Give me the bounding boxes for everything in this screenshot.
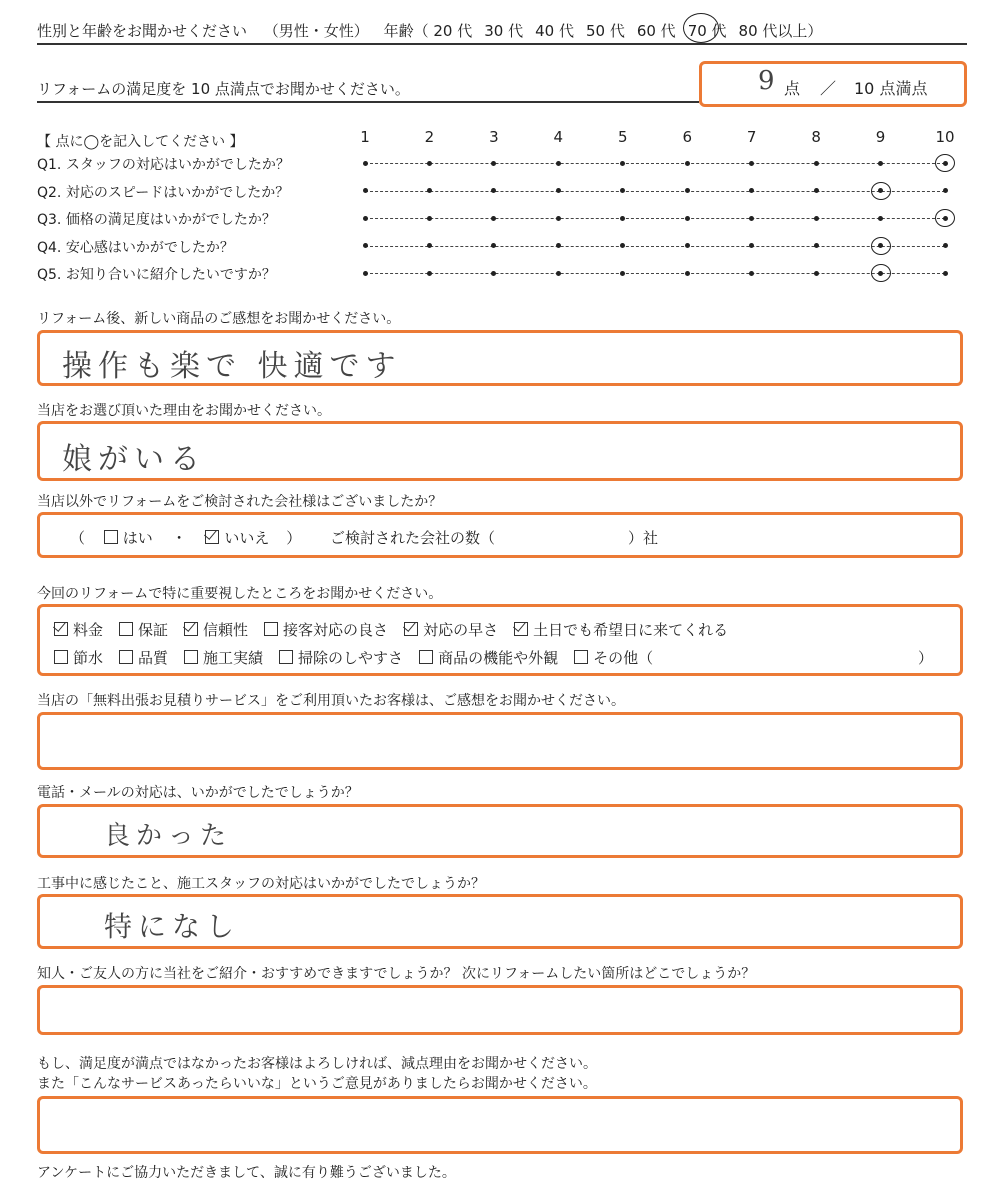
impressions-answer: 操作も楽で 快適です	[62, 349, 402, 384]
rating-option-dot[interactable]	[749, 271, 754, 276]
impressions-field[interactable]	[37, 330, 963, 386]
scale-label: 10	[935, 128, 955, 146]
rating-question: Q3. 価格の満足度はいかがでしたか？	[37, 212, 276, 228]
scale-label: 3	[489, 128, 499, 146]
rating-option-dot[interactable]	[749, 216, 754, 221]
rating-option-dot[interactable]	[685, 188, 690, 193]
priority-checkbox[interactable]	[54, 622, 68, 636]
rating-option-dot[interactable]	[814, 161, 819, 166]
priority-option[interactable]	[574, 649, 653, 667]
priority-checkbox[interactable]	[184, 650, 198, 664]
scale-label: 4	[553, 128, 564, 146]
priorities-close-paren: ）	[918, 649, 934, 667]
priority-checkbox[interactable]	[119, 622, 133, 636]
rating-option-dot[interactable]	[620, 161, 625, 166]
rating-option-dot[interactable]	[620, 243, 625, 248]
rating-option-dot[interactable]	[427, 243, 432, 248]
priority-label: 品質	[138, 649, 169, 667]
rating-option-dot[interactable]	[749, 188, 754, 193]
estimate-field[interactable]	[37, 712, 963, 770]
gender-age-prompt: 性別と年齢をお聞かせください	[37, 22, 248, 40]
rating-option-dot[interactable]	[620, 271, 625, 276]
contact-field[interactable]	[37, 804, 963, 858]
rating-option-dot[interactable]	[685, 271, 690, 276]
scale-label: 8	[811, 128, 821, 146]
satisfaction-prompt: リフォームの満足度を 10 点満点でお聞かせください。	[37, 80, 410, 98]
feedback-field[interactable]	[37, 1096, 963, 1154]
rating-option-dot[interactable]	[363, 216, 368, 221]
priority-checkbox[interactable]	[264, 622, 278, 636]
company-count-suffix: ）社	[628, 529, 659, 547]
construction-prompt: 工事中に感じたこと、施工スタッフの対応はいかがでしたでしょうか？	[37, 876, 485, 892]
estimate-prompt: 当店の「無料出張お見積りサービス」をご利用頂いたお客様は、ご感想をお聞かせください。	[37, 693, 625, 709]
rating-option-dot[interactable]	[620, 188, 625, 193]
others-no-option[interactable]	[205, 529, 269, 547]
rating-option-dot[interactable]	[427, 188, 432, 193]
rating-option-dot[interactable]	[814, 271, 819, 276]
rating-scale-line	[365, 246, 945, 247]
referral-field[interactable]	[37, 985, 963, 1035]
priority-option[interactable]	[419, 649, 558, 667]
rating-option-dot[interactable]	[749, 161, 754, 166]
priority-checkbox[interactable]	[119, 650, 133, 664]
scale-label: 9	[875, 128, 886, 146]
age-option[interactable]: 20 代	[433, 22, 473, 40]
rating-option-dot[interactable]	[814, 216, 819, 221]
rating-option-dot[interactable]	[943, 243, 948, 248]
rating-option-dot[interactable]	[556, 161, 561, 166]
priority-checkbox[interactable]	[419, 650, 433, 664]
priority-label: 施工実績	[203, 649, 264, 667]
rating-option-dot[interactable]	[556, 243, 561, 248]
reason-field[interactable]	[37, 421, 963, 481]
priority-label: 信頼性	[203, 621, 249, 639]
rating-option-dot[interactable]	[491, 243, 496, 248]
others-open-paren: （	[70, 529, 86, 547]
company-count-label: ご検討された会社の数（	[330, 529, 496, 547]
referral-prompt: 知人・ご友人の方に当社をご紹介・おすすめできますでしょうか？ 次にリフォームしたい箇所はどこでしょうか？	[37, 966, 756, 982]
construction-field[interactable]	[37, 894, 963, 949]
rating-option-dot[interactable]	[427, 216, 432, 221]
score-unit: 点	[784, 79, 801, 98]
priority-option[interactable]	[404, 621, 498, 639]
others-options	[70, 527, 301, 548]
scale-label: 6	[682, 128, 692, 146]
priority-checkbox[interactable]	[404, 622, 418, 636]
priorities-prompt: 今回のリフォームで特に重要視したところをお聞かせください。	[37, 586, 443, 602]
rating-option-dot[interactable]	[556, 271, 561, 276]
priority-option[interactable]	[184, 649, 263, 667]
others-prompt: 当店以外でリフォームをご検討された会社様はございましたか？	[37, 494, 443, 510]
priority-label: 土日でも希望日に来てくれる	[533, 621, 729, 639]
age-option[interactable]: 30 代	[484, 22, 524, 40]
rating-option-dot[interactable]	[814, 243, 819, 248]
priority-label: 料金	[73, 621, 104, 639]
rating-option-dot[interactable]	[491, 161, 496, 166]
rating-question: Q4. 安心感はいかがでしたか？	[37, 239, 234, 256]
others-separator: ・	[171, 529, 187, 547]
priority-label: 保証	[138, 621, 169, 639]
priority-label: 掃除のしやすさ	[298, 649, 404, 667]
priority-label: 接客対応の良さ	[283, 621, 389, 639]
priority-option[interactable]	[54, 649, 103, 667]
priority-option[interactable]	[514, 621, 728, 639]
rating-option-dot[interactable]	[363, 188, 368, 193]
construction-answer: 特になし	[104, 910, 241, 943]
rating-selected-circle	[871, 182, 891, 200]
rating-question: Q1. スタッフの対応はいかがでしたか？	[37, 157, 290, 173]
priority-checkbox[interactable]	[184, 622, 198, 636]
others-no-label: いいえ	[224, 529, 270, 547]
rating-instruction: 【 点に◯を記入してください 】	[37, 134, 244, 150]
age-option[interactable]: 50 代	[585, 22, 625, 40]
rating-option-dot[interactable]	[491, 188, 496, 193]
priority-option[interactable]	[54, 621, 103, 639]
age-option[interactable]: 40 代	[535, 22, 574, 40]
rating-option-dot[interactable]	[878, 161, 883, 166]
rating-selected-circle	[871, 237, 891, 255]
rating-option-dot[interactable]	[749, 243, 754, 248]
priority-option[interactable]	[184, 621, 248, 639]
scale-label: 2	[424, 128, 435, 146]
gender-options: （男性・女性）	[263, 22, 369, 40]
reason-prompt: 当店をお選び頂いた理由をお聞かせください。	[37, 403, 331, 419]
rating-selected-circle	[935, 154, 955, 172]
rating-option-dot[interactable]	[878, 216, 883, 221]
rating-option-dot[interactable]	[491, 216, 496, 221]
rating-scale-line	[365, 218, 945, 219]
others-yes-option[interactable]	[104, 529, 153, 547]
others-yes-label: はい	[122, 529, 153, 547]
priorities-row-2	[54, 647, 669, 668]
priority-label: 対応の早さ	[423, 621, 499, 639]
priorities-field	[37, 604, 963, 676]
rating-option-dot[interactable]	[363, 271, 368, 276]
priorities-row-1	[54, 619, 744, 640]
priority-label: 商品の機能や外観	[438, 649, 559, 667]
rating-option-dot[interactable]	[491, 271, 496, 276]
feedback-prompt-line2: また「こんなサービスあったらいいな」というご意見がありましたらお聞かせください。	[37, 1076, 597, 1092]
priority-label: 節水	[73, 649, 104, 667]
scale-label: 7	[746, 128, 757, 146]
score-value: 9	[758, 66, 781, 96]
rating-option-dot[interactable]	[363, 161, 368, 166]
satisfaction-underline	[37, 101, 699, 103]
age-option[interactable]: 70 代	[688, 20, 727, 41]
others-close-paren: ）	[286, 529, 302, 547]
priority-option[interactable]	[279, 649, 403, 667]
selected-age-circle	[683, 13, 719, 43]
rating-option-dot[interactable]	[427, 161, 432, 166]
priority-label: その他（	[593, 649, 654, 667]
rating-question: Q2. 対応のスピードはいかがでしたか？	[37, 184, 290, 201]
priority-checkbox[interactable]	[514, 622, 528, 636]
rating-option-dot[interactable]	[685, 216, 690, 221]
reason-answer: 娘がいる	[62, 442, 206, 477]
others-field	[37, 512, 963, 558]
gender-age-row	[37, 20, 834, 41]
scale-label: 5	[617, 128, 628, 146]
contact-answer: 良かった	[104, 821, 233, 851]
priority-checkbox[interactable]	[54, 650, 68, 664]
rating-option-dot[interactable]	[427, 271, 432, 276]
rating-option-dot[interactable]	[556, 188, 561, 193]
priority-option[interactable]	[119, 621, 168, 639]
rating-scale-line	[365, 273, 945, 274]
scale-label: 1	[360, 128, 370, 146]
rating-option-dot[interactable]	[556, 216, 561, 221]
rating-question: Q5. お知り合いに紹介したいですか？	[37, 267, 276, 283]
footer-text: アンケートにご協力いただきまして、誠に有り難うございました。	[37, 1165, 456, 1181]
priority-option[interactable]	[264, 621, 388, 639]
rating-selected-circle	[871, 264, 891, 282]
age-label: 年齢（	[383, 22, 429, 40]
score-max: 10 点満点	[854, 79, 928, 98]
others-yes-checkbox[interactable]	[104, 530, 118, 544]
rating-option-dot[interactable]	[685, 243, 690, 248]
priority-checkbox[interactable]	[574, 650, 588, 664]
priority-checkbox[interactable]	[279, 650, 293, 664]
age-option[interactable]: 80 代以上）	[738, 22, 823, 40]
age-options	[433, 22, 834, 40]
header-divider	[37, 43, 967, 45]
rating-option-dot[interactable]	[814, 188, 819, 193]
feedback-prompt-line1: もし、満足度が満点ではなかったお客様はよろしければ、減点理由をお聞かせください。	[37, 1056, 597, 1072]
rating-option-dot[interactable]	[620, 216, 625, 221]
rating-selected-circle	[935, 209, 955, 227]
impressions-prompt: リフォーム後、新しい商品のご感想をお聞かせください。	[37, 311, 401, 327]
rating-option-dot[interactable]	[363, 243, 368, 248]
rating-option-dot[interactable]	[943, 188, 948, 193]
rating-scale-line	[365, 163, 945, 164]
rating-option-dot[interactable]	[943, 271, 948, 276]
contact-prompt: 電話・メールの対応は、いかがでしたでしょうか？	[37, 785, 359, 801]
priority-option[interactable]	[119, 649, 168, 667]
score-box[interactable]	[699, 61, 967, 107]
others-no-checkbox[interactable]	[205, 530, 219, 544]
score-slash: ／	[820, 79, 837, 98]
age-option[interactable]: 60 代	[636, 22, 676, 40]
rating-scale-line	[365, 191, 945, 192]
rating-option-dot[interactable]	[685, 161, 690, 166]
